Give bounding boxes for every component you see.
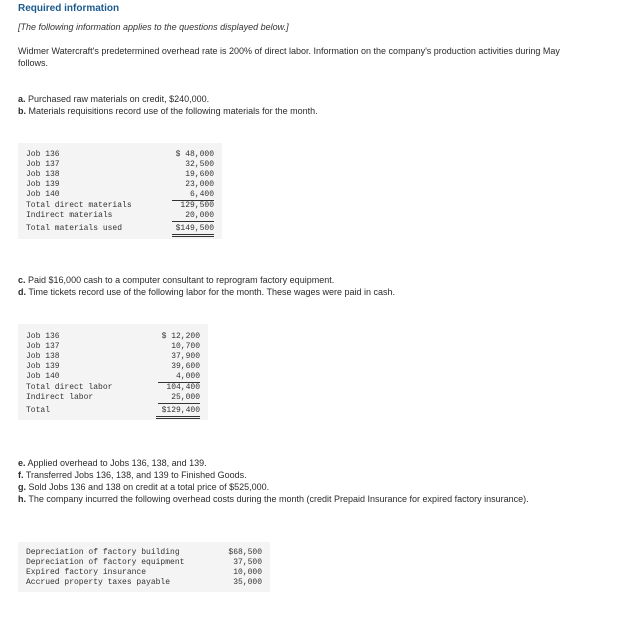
- table-row: Depreciation of factory building $68,500: [26, 548, 262, 557]
- table-row: Indirect labor 25,000: [26, 393, 200, 402]
- item-f-key: f.: [18, 470, 24, 480]
- table-row: Job 138 37,900: [26, 352, 200, 361]
- table-row: Accrued property taxes payable 35,000: [26, 578, 262, 587]
- table-row: Total $129,400: [18, 406, 208, 416]
- required-information-title: Required information: [18, 3, 120, 14]
- item-a-key: a.: [18, 94, 26, 104]
- item-b-key: b.: [18, 106, 26, 116]
- item-b-text: Materials requisitions record use of the following materials for the month.: [28, 106, 318, 116]
- overhead-costs-table: [18, 542, 270, 592]
- item-g-text: Sold Jobs 136 and 138 on credit at a total price of $525,000.: [28, 482, 270, 492]
- table-row: Depreciation of factory equipment 37,500: [26, 558, 262, 567]
- materials-table: [18, 143, 222, 239]
- item-a-text: Purchased raw materials on credit, $240,000.: [28, 94, 210, 104]
- table-row: Job 137 10,700: [26, 342, 200, 351]
- labor-table: [18, 324, 208, 420]
- table-row: Job 140 6,400: [26, 190, 214, 199]
- item-e-text: Applied overhead to Jobs 136, 138, and 139.: [27, 458, 207, 468]
- table-row: Expired factory insurance 10,000: [26, 568, 262, 577]
- item-h-key: h.: [18, 494, 26, 504]
- applies-note: [The following information applies to the questions displayed below.]: [18, 22, 289, 32]
- table-row: Job 136 $ 48,000: [26, 150, 214, 159]
- table-row: Total materials used $149,500: [18, 224, 222, 234]
- item-e: [18, 457, 207, 469]
- table-row: Total direct materials 129,500: [26, 201, 214, 210]
- item-b: [18, 105, 318, 117]
- item-d-key: d.: [18, 287, 26, 297]
- item-h-text: The company incurred the following overhead costs during the month (credit Prepaid Insurance for expired factory insurance).: [28, 494, 529, 504]
- item-h: [18, 493, 588, 505]
- item-c-key: c.: [18, 275, 26, 285]
- item-g: [18, 481, 269, 493]
- table-row: Job 138 19,600: [26, 170, 214, 179]
- table-row: Indirect materials 20,000: [26, 211, 214, 220]
- item-d: [18, 286, 395, 298]
- item-d-text: Time tickets record use of the following labor for the month. These wages were paid in cash.: [28, 287, 396, 297]
- item-f: [18, 469, 247, 481]
- table-row: Job 139 23,000: [26, 180, 214, 189]
- item-e-key: e.: [18, 458, 26, 468]
- table-row: Job 136 $ 12,200: [26, 332, 200, 341]
- item-g-key: g.: [18, 482, 26, 492]
- item-c: [18, 274, 334, 286]
- table-row: Job 139 39,600: [26, 362, 200, 371]
- item-f-text: Transferred Jobs 136, 138, and 139 to Finished Goods.: [25, 470, 247, 480]
- intro-paragraph: Widmer Watercraft's predetermined overhead rate is 200% of direct labor. Information on the company's production activities during May follows.: [18, 46, 560, 68]
- item-c-text: Paid $16,000 cash to a computer consultant to reprogram factory equipment.: [28, 275, 335, 285]
- table-row: Job 137 32,500: [26, 160, 214, 169]
- item-a: [18, 93, 209, 105]
- table-row: Total direct labor 104,400: [26, 383, 200, 392]
- table-row: Job 140 4,000: [26, 372, 200, 381]
